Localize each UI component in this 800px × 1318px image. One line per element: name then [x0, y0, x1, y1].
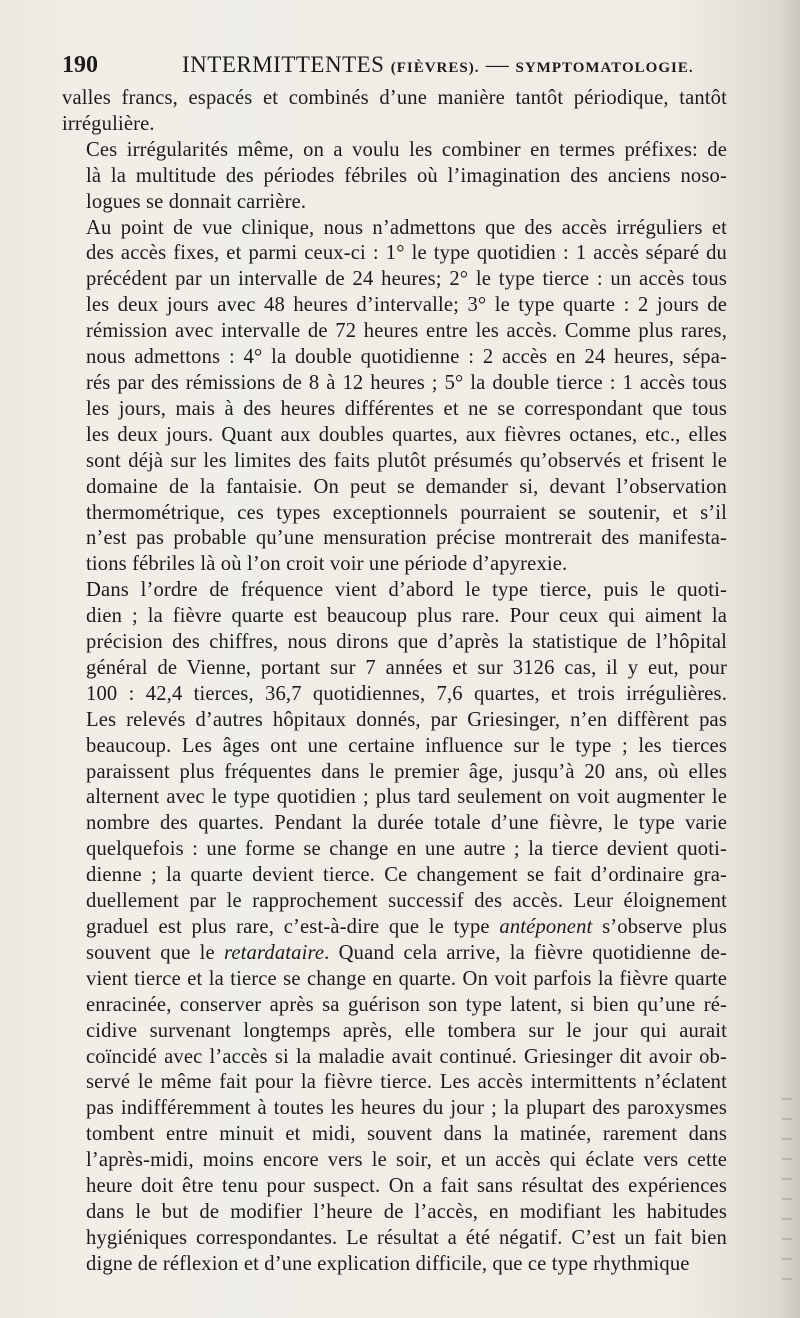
- text-line: quelquefois : une forme se change en une autre ; la tierce devient quoti-: [86, 838, 727, 861]
- italic-term: antéponent: [499, 916, 593, 938]
- text-line: dien ; la fièvre quarte est beaucoup plus rare. Pour ceux qui aiment la: [86, 605, 727, 628]
- text-line: irrégulière.: [62, 112, 155, 135]
- text-line: des accès fixes, et parmi ceux-ci : 1° le type quotidien : 1 accès séparé du: [86, 242, 727, 265]
- text-line: cidive survenant longtemps après, elle tombera sur le jour qui aurait: [86, 1019, 727, 1042]
- text-line: nombre des quartes. Pendant la durée totale d’une fièvre, le type varie: [86, 812, 727, 835]
- title-paren: (FIÈVRES).: [390, 60, 480, 76]
- text-line: Au point de vue clinique, nous n’admettons que des accès irréguliers et: [86, 216, 727, 239]
- text-line: coïncidé avec l’accès si la maladie avait continué. Griesinger dit avoir ob-: [86, 1045, 727, 1068]
- text-line: digne de réflexion et d’une explication difficile, que ce type rhythmique: [86, 1252, 690, 1275]
- text-line: n’est pas probable qu’une mensuration précise montrerait des manifesta-: [86, 527, 727, 550]
- text-line: les deux jours avec 48 heures d’intervalle; 3° le type quarte : 2 jours de: [86, 294, 727, 317]
- text-line: les deux jours. Quant aux doubles quartes, aux fièvres octanes, etc., elles: [86, 423, 727, 446]
- text-line: souvent que le retardataire. Quand cela arrive, la fièvre quotidienne de-: [86, 941, 727, 964]
- text-line: paraissent plus fréquentes dans le premier âge, jusqu’à 20 ans, où elles: [86, 760, 727, 783]
- italic-term: retardataire: [223, 941, 325, 964]
- page-edge-marks: [782, 1080, 792, 1280]
- text-line: thermométrique, ces types exceptionnels pourraient se soutenir, et s’il: [86, 501, 727, 524]
- paragraph: [62, 138, 727, 216]
- text-line: enracinée, conserver après sa guérison son type latent, si bien qu’une ré-: [86, 993, 727, 1016]
- text-line: là la multitude des périodes fébriles où l’imagination des anciens noso-: [86, 164, 727, 187]
- text-line: dienne ; la quarte devient tierce. Ce changement se fait d’ordinaire gra-: [86, 864, 727, 887]
- text-line: graduel est plus rare, c’est-à-dire que le type antéponent s’observe plus: [86, 916, 727, 938]
- text-line: beaucoup. Les âges ont une certaine influence sur le type ; les tierces: [86, 734, 727, 757]
- text-line: vient tierce et la tierce se change en quarte. On voit parfois la fièvre quarte: [86, 967, 727, 990]
- paragraph: [62, 86, 727, 138]
- paragraph: [62, 578, 727, 1277]
- running-title: [182, 52, 694, 78]
- text-line: Ces irrégularités même, on a voulu les combiner en termes préfixes: de: [86, 138, 727, 161]
- text-line: Dans l’ordre de fréquence vient d’abord le type tierce, puis le quoti-: [86, 579, 727, 602]
- title-section: SYMPTOMATOLOGIE.: [515, 60, 694, 76]
- text-line: pas indifféremment à toutes les heures du jour ; la plupart des paroxysmes: [86, 1097, 727, 1120]
- text-line: général de Vienne, portant sur 7 années et sur 3126 cas, il y eut, pour: [86, 656, 727, 679]
- text-line: heure doit être tenu pour suspect. On a fait sans résultat des expériences: [86, 1175, 727, 1198]
- text-line: alternent avec le type quotidien ; plus tard seulement on voit augmenter le: [86, 786, 727, 809]
- title-main: INTERMITTENTES: [182, 52, 385, 77]
- text-line: servé le même fait pour la fièvre tierce. Les accès intermittents n’éclatent: [86, 1071, 727, 1094]
- text-line: l’après-midi, moins encore vers le soir, et un accès qui éclate vers cette: [86, 1149, 727, 1172]
- text-line: 100 : 42,4 tierces, 36,7 quotidiennes, 7,6 quartes, et trois irrégulières.: [86, 682, 727, 705]
- text-line: duellement par le rapprochement successif des accès. Leur éloignement: [86, 890, 727, 913]
- paragraph: [62, 216, 727, 579]
- text-line: précédent par un intervalle de 24 heures; 2° le type tierce : un accès tous: [86, 268, 727, 291]
- text-line: hygiéniques correspondantes. Le résultat a été négatif. C’est un fait bien: [86, 1226, 727, 1249]
- text-line: sont déjà sur les limites des faits plutôt présumés qu’observés et frisent le: [86, 449, 727, 472]
- text-line: valles francs, espacés et combinés d’une manière tantôt périodique, tantôt: [62, 87, 727, 109]
- page-number: 190: [62, 52, 98, 78]
- text-line: tions fébriles là où l’on croit voir une période d’apyrexie.: [86, 553, 568, 576]
- text-line: précision des chiffres, nous dirons que d’après la statistique de l’hôpital: [86, 631, 727, 654]
- text-line: Les relevés d’autres hôpitaux donnés, par Griesinger, n’en diffèrent pas: [86, 708, 727, 731]
- text-line: tombent entre minuit et midi, souvent dans la matinée, rarement dans: [86, 1123, 727, 1146]
- text-line: les jours, mais à des heures différentes et ne se correspondant que tous: [86, 397, 727, 420]
- text-line: nous admettons : 4° la double quotidienne : 2 accès en 24 heures, sépa-: [86, 346, 727, 369]
- title-dash: —: [485, 52, 510, 77]
- text-line: rés par des rémissions de 8 à 12 heures ; 5° la double tierce : 1 accès tous: [86, 371, 727, 394]
- text-line: dans le but de modifier l’heure de l’accès, en modifiant les habitudes: [86, 1200, 727, 1223]
- text-line: logues se donnait carrière.: [86, 190, 307, 213]
- body-text: [62, 86, 727, 1278]
- running-header: [62, 52, 730, 86]
- text-line: domaine de la fantaisie. On peut se demander si, devant l’observation: [86, 475, 727, 498]
- text-line: rémission avec intervalle de 72 heures entre les accès. Comme plus rares,: [86, 320, 727, 343]
